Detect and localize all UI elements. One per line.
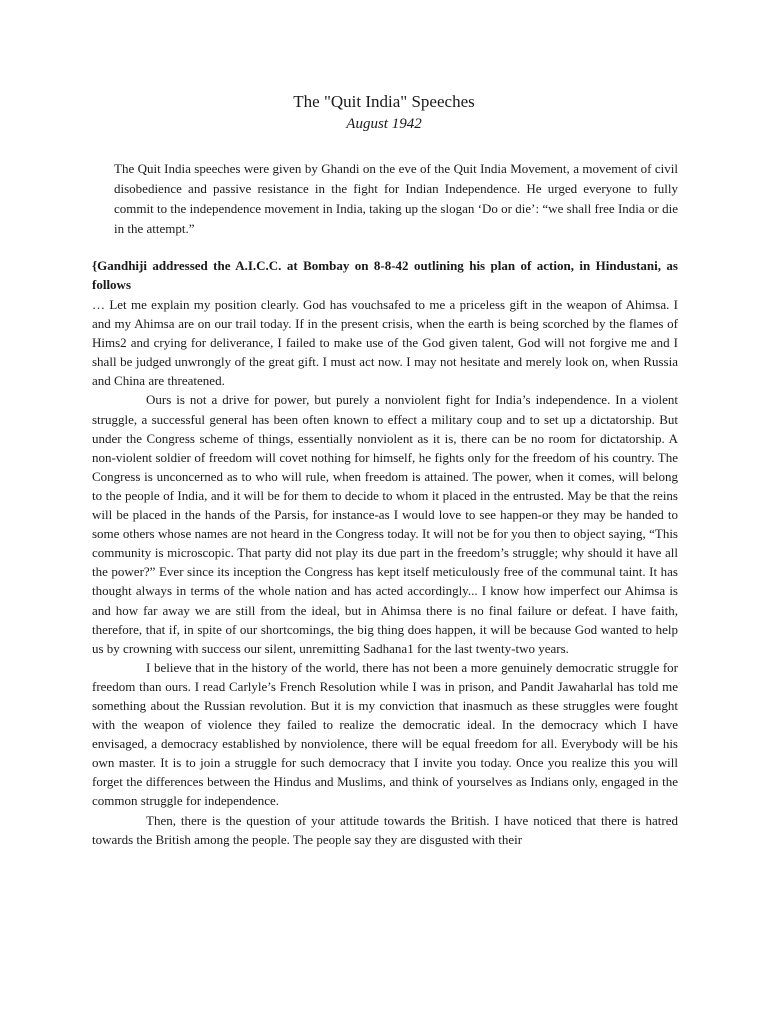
- speech-paragraph: … Let me explain my position clearly. God has vouchsafed to me a priceless gift in the weapon of Ahimsa. I and my Ahimsa are on our trail today. If in the present crisis, when the earth is being scorched by the flames of Hims2 and crying for deliverance, I failed to make use of the God given talent, God will not forgive me and I shall be judged unwrongly of the great gift. I must act now. I may not hesitate and merely look on, when Russia and China are threatened.: [92, 297, 678, 389]
- speech-paragraph: I believe that in the history of the world, there has not been a more genuinely democratic struggle for freedom than ours. I read Carlyle’s French Resolution while I was in prison, and Pandit Jawaharlal has told me something about the Russian revolution. But it is my conviction that inasmuch as these struggles were fought with the weapon of violence they failed to realize the democratic ideal. In the democracy which I have envisaged, a democracy established by nonviolence, there will be equal freedom for all. Everybody will be his own master. It is to join a struggle for such democracy that I invite you today. Once you realize this you will forget the differences between the Hindus and Muslims, and think of yourselves as Indians only, engaged in the common struggle for independence.: [92, 659, 678, 809]
- speech-body: [92, 295, 678, 849]
- speech-paragraph: Then, there is the question of your attitude towards the British. I have noticed that there is hatred towards the British among the people. The people say they are disgusted with their: [92, 812, 678, 847]
- speech-heading: {Gandhiji addressed the A.I.C.C. at Bombay on 8-8-42 outlining his plan of action, in Hindustani, as follows: [92, 258, 678, 292]
- speech-paragraph: Ours is not a drive for power, but purely a nonviolent fight for India’s independence. In a violent struggle, a successful general has been often known to effect a military coup and to set up a dictatorship. But under the Congress scheme of things, essentially nonviolent as it is, there can be no room for dictatorship. A non-violent soldier of freedom will covet nothing for himself, he fights only for the freedom of his country. The Congress is unconcerned as to who will rule, when freedom is attained. The power, when it comes, will belong to the people of India, and it will be for them to decide to whom it placed in the entrusted. May be that the reins will be placed in the hands of the Parsis, for instance-as I would love to see happen-or they may be handed to some others whose names are not heard in the Congress today. It will not be for you then to object saying, “This community is microscopic. That party did not play its due part in the freedom’s struggle; why should it have all the power?” Ever since its inception the Congress has kept itself meticulously free of the communal taint. It has thought always in terms of the whole nation and has acted accordingly... I know how imperfect our Ahimsa is and how far away we are still from the ideal, but in Ahimsa there is no final failure or defeat. I have faith, therefore, that if, in spite of our shortcomings, the big thing does happen, it will be because God wanted to help us by crowning with success our silent, unremitting Sadhana1 for the last twenty-two years.: [92, 392, 678, 656]
- page-subtitle: August 1942: [346, 116, 422, 132]
- page-title: The "Quit India" Speeches: [293, 92, 475, 111]
- intro-paragraph: The Quit India speeches were given by Ghandi on the eve of the Quit India Movement, a movement of civil disobedience and passive resistance in the fight for Indian Independence. He urged everyone to fully commit to the independence movement in India, taking up the slogan ‘Do or die’: “we shall free India or die in the attempt.”: [114, 161, 678, 236]
